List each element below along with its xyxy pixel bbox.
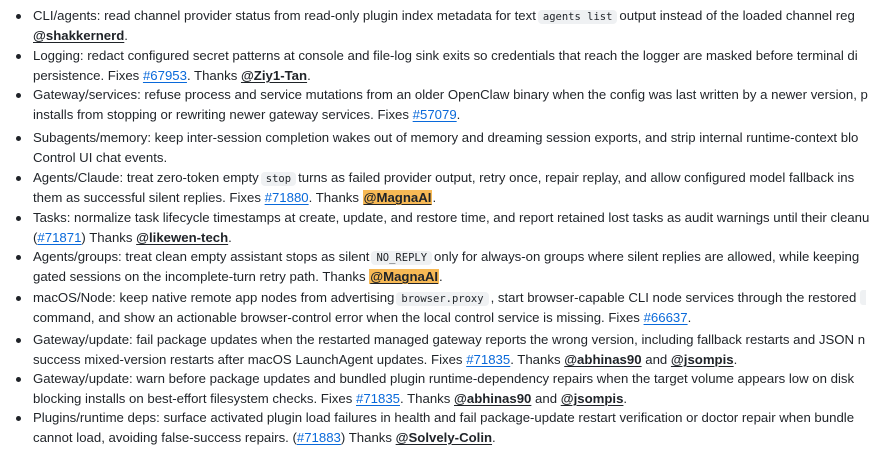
bullet <box>16 255 21 260</box>
entry-line <box>33 369 854 389</box>
entry-text: macOS/Node: keep native remote app nodes from advertising <box>33 290 395 305</box>
entry-line <box>33 408 854 428</box>
user-mention-link[interactable]: @jsompis <box>670 352 734 367</box>
entry-text: blocking installs on best-effort filesystem checks. Fixes <box>33 391 356 406</box>
entry-line <box>33 168 854 189</box>
entry-text: . <box>687 310 692 325</box>
entry-text: , start browser-capable CLI node services through the restored <box>490 290 857 305</box>
entry-text: and <box>531 391 561 406</box>
entry-text: Subagents/memory: keep inter-session completion wakes out of memory and dreaming session exports, and strip internal runtime-context blo <box>33 130 859 145</box>
issue-link[interactable]: #71883 <box>296 430 341 445</box>
entry-line <box>33 428 496 448</box>
bullet <box>16 93 21 98</box>
issue-link[interactable]: #71835 <box>466 352 511 367</box>
entry-text: success mixed-version restarts after macOS LaunchAgent updates. Fixes <box>33 352 467 367</box>
entry-text: command, and show an actionable browser-control error when the local control service is missing. Fixes <box>33 310 644 325</box>
bullet <box>16 216 21 221</box>
entry-text: . <box>623 391 628 406</box>
entry-text: cannot load, avoiding false-success repairs. ( <box>33 430 297 445</box>
entry-text: and <box>641 352 671 367</box>
entry-line <box>33 26 128 46</box>
entry-line <box>33 228 232 248</box>
entry-line <box>33 208 869 228</box>
entry-text: CLI/agents: read channel provider status from read-only plugin index metadata for text <box>33 8 536 23</box>
entry-line <box>33 188 436 208</box>
entry-line <box>33 105 460 125</box>
inline-code: browser.proxy <box>396 292 488 306</box>
entry-text: . <box>733 352 738 367</box>
entry-text: persistence. Fixes <box>33 68 143 83</box>
entry-line <box>33 288 866 309</box>
entry-line <box>33 85 868 105</box>
user-mention-link[interactable]: @MagnaAI <box>363 190 432 205</box>
issue-link[interactable]: #66637 <box>643 310 688 325</box>
bullet <box>16 176 21 181</box>
issue-link[interactable]: #71871 <box>37 230 82 245</box>
bullet <box>16 338 21 343</box>
entry-text: . Thanks <box>510 352 565 367</box>
issue-link[interactable]: #67953 <box>142 68 187 83</box>
entry-text: output instead of the loaded channel reg <box>619 8 855 23</box>
entry-text: turns as failed provider output, retry once, repair replay, and allow configured model fallback ins <box>298 170 855 185</box>
entry-text: installs from stopping or rewriting newer gateway services. Fixes <box>33 107 413 122</box>
entry-text: Control UI chat events. <box>33 150 168 165</box>
bullet <box>16 296 21 301</box>
entry-line <box>33 267 443 287</box>
user-mention-link[interactable]: @likewen-tech <box>136 230 229 245</box>
issue-link[interactable]: #71835 <box>355 391 400 406</box>
entry-text: Agents/Claude: treat zero-token empty <box>33 170 259 185</box>
entry-line <box>33 330 865 350</box>
inline-code: agents list <box>538 10 618 24</box>
entry-text: them as successful silent replies. Fixes <box>33 190 265 205</box>
entry-line <box>33 46 858 66</box>
bullet <box>16 136 21 141</box>
entry-text: ) Thanks <box>340 430 396 445</box>
inline-code-fragment <box>860 290 866 305</box>
bullet <box>16 14 21 19</box>
entry-text: . <box>439 269 443 284</box>
entry-text: Gateway/update: warn before package updates and bundled plugin runtime-dependency repairs when the target volume appears low on disk <box>33 371 855 386</box>
entry-text: . Thanks <box>400 391 454 406</box>
user-mention-link[interactable]: @abhinas90 <box>564 352 642 367</box>
user-mention-link[interactable]: @Solvely-Colin <box>395 430 493 445</box>
entry-text: Gateway/update: fail package updates when the restarted managed gateway reports the wrong version, including fallback restarts and JSON n <box>33 332 866 347</box>
inline-code: NO_REPLY <box>371 251 432 265</box>
entry-line <box>33 148 167 168</box>
entry-text: . <box>228 230 232 245</box>
entry-text: gated sessions on the incomplete-turn retry path. Thanks <box>33 269 370 284</box>
entry-text: Logging: redact configured secret patterns at console and file-log sink exits so credentials that reach the logger are masked before terminal di <box>33 48 858 63</box>
user-mention-link[interactable]: @Ziy1-Tan <box>240 68 308 83</box>
entry-text: Agents/groups: treat clean empty assistant stops as silent <box>33 249 370 264</box>
entry-line <box>33 66 311 86</box>
entry-text: only for always-on groups where silent replies are allowed, while keeping <box>434 249 860 264</box>
inline-code: stop <box>261 172 296 186</box>
entry-text: . Thanks <box>186 68 241 83</box>
user-mention-link[interactable]: @jsompis <box>560 391 624 406</box>
entry-line <box>33 247 859 268</box>
entry-text: Plugins/runtime deps: surface activated plugin load failures in health and fail package-update restart verification or doctor repair when bundle <box>33 410 855 425</box>
entry-text: Gateway/services: refuse process and service mutations from an older OpenClaw binary when the config was last written by a newer version, p <box>33 87 868 102</box>
user-mention-link[interactable]: @MagnaAI <box>370 269 439 284</box>
entry-text: . <box>456 107 461 122</box>
entry-text: . <box>124 28 128 43</box>
entry-line <box>33 350 737 370</box>
entry-text: . <box>432 190 437 205</box>
bullet <box>16 416 21 421</box>
bullet <box>16 377 21 382</box>
entry-line <box>33 128 858 148</box>
entry-text: ( <box>33 230 38 245</box>
issue-link[interactable]: #57079 <box>412 107 457 122</box>
user-mention-link[interactable]: @abhinas90 <box>454 391 532 406</box>
entry-line <box>33 6 855 27</box>
entry-text: ) Thanks <box>81 230 137 245</box>
bullet <box>16 54 21 59</box>
entry-line <box>33 308 691 328</box>
entry-text: . <box>307 68 311 83</box>
entry-text: Tasks: normalize task lifecycle timestamps at create, update, and restore time, and report retained lost tasks as audit warnings until their cleanu <box>33 210 869 225</box>
entry-text: . <box>492 430 496 445</box>
entry-line <box>33 389 627 409</box>
entry-text: . Thanks <box>308 190 363 205</box>
issue-link[interactable]: #71880 <box>264 190 309 205</box>
user-mention-link[interactable]: @shakkernerd <box>33 28 125 43</box>
